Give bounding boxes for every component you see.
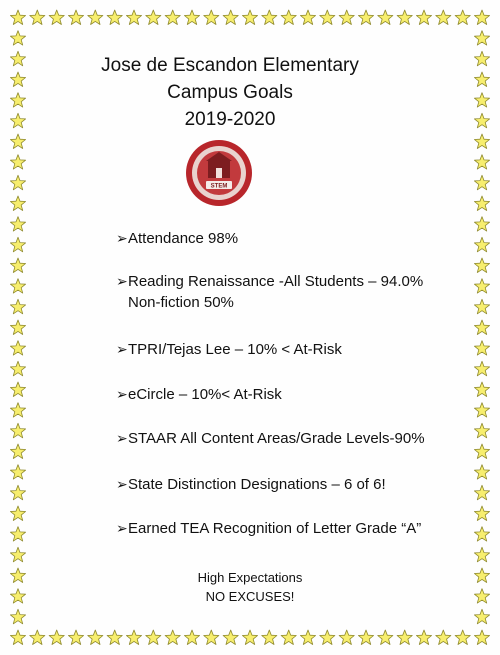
school-seal-logo xyxy=(184,138,254,208)
star-icon xyxy=(30,10,45,25)
star-icon xyxy=(416,10,431,25)
star-icon xyxy=(474,630,489,645)
star-icon xyxy=(10,72,25,87)
school-year: 2019-2020 xyxy=(184,109,276,130)
star-icon xyxy=(10,196,25,211)
star-icon xyxy=(378,10,393,25)
star-icon xyxy=(474,403,489,417)
star-icon xyxy=(281,10,296,25)
star-icon xyxy=(416,630,431,645)
star-icon xyxy=(474,72,489,87)
seal-label: STEM xyxy=(210,183,228,190)
star-icon xyxy=(126,630,141,645)
star-icon xyxy=(10,10,25,25)
star-icon xyxy=(474,423,489,438)
star-icon xyxy=(88,10,103,25)
arrow-bullet-icon: ➢ xyxy=(116,430,128,446)
star-icon xyxy=(281,630,296,645)
star-icon xyxy=(10,279,25,293)
star-icon xyxy=(474,217,489,231)
star-icon xyxy=(242,10,257,25)
star-icon xyxy=(474,444,489,459)
star-icon xyxy=(10,113,25,128)
star-icon xyxy=(474,31,489,45)
star-icon xyxy=(474,568,489,583)
star-icon xyxy=(320,10,335,25)
star-icon xyxy=(474,527,489,541)
arrow-bullet-icon: ➢ xyxy=(116,386,128,402)
footer-motto xyxy=(120,568,380,606)
star-icon xyxy=(262,10,277,25)
star-icon xyxy=(474,341,489,355)
seal-door-icon xyxy=(216,168,222,178)
goal-text: TPRI/Tejas Lee – 10% < At-Risk xyxy=(128,341,342,358)
star-icon xyxy=(474,51,489,66)
star-icon xyxy=(49,10,64,25)
goal-text: eCircle – 10%< At-Risk xyxy=(128,386,282,403)
star-icon xyxy=(88,630,103,645)
star-icon xyxy=(474,113,489,128)
star-icon xyxy=(474,465,489,479)
star-icon xyxy=(358,10,373,25)
arrow-bullet-icon: ➢ xyxy=(116,230,128,246)
star-icon xyxy=(474,258,489,273)
star-icon xyxy=(10,568,25,583)
star-icon xyxy=(474,196,489,211)
star-icon xyxy=(10,485,25,500)
star-icon xyxy=(397,10,412,25)
star-icon xyxy=(10,175,25,190)
star-icon xyxy=(146,10,161,25)
star-icon xyxy=(474,93,489,107)
star-icon xyxy=(242,630,257,645)
star-icon xyxy=(474,485,489,500)
star-icon xyxy=(10,506,25,521)
star-icon xyxy=(10,51,25,66)
goal-item xyxy=(116,518,421,539)
star-icon xyxy=(10,217,25,231)
goal-text: Earned TEA Recognition of Letter Grade “A” xyxy=(128,520,422,537)
star-icon xyxy=(184,10,199,25)
star-icon xyxy=(436,630,451,645)
star-icon xyxy=(474,10,489,25)
star-icon xyxy=(300,630,315,645)
star-icon xyxy=(10,403,25,417)
star-icon xyxy=(474,361,489,376)
goal-text: Reading Renaissance -All Students – 94.0% xyxy=(128,273,424,290)
star-icon xyxy=(68,630,83,645)
star-icon xyxy=(474,609,489,624)
page-subtitle: Campus Goals xyxy=(167,82,293,103)
goal-item xyxy=(116,271,423,313)
star-icon xyxy=(10,630,25,645)
goal-text-continued: Non-fiction 50% xyxy=(128,294,234,311)
motto-line-1: High Expectations xyxy=(197,570,303,585)
star-icon xyxy=(10,444,25,459)
star-icon xyxy=(436,10,451,25)
star-icon xyxy=(358,630,373,645)
star-icon xyxy=(474,382,489,397)
star-icon xyxy=(10,320,25,335)
goal-text: STAAR All Content Areas/Grade Levels-90% xyxy=(128,430,425,447)
star-icon xyxy=(126,10,141,25)
header xyxy=(60,52,400,133)
star-icon xyxy=(10,465,25,479)
star-icon xyxy=(474,320,489,335)
star-icon xyxy=(474,237,489,252)
star-icon xyxy=(455,10,470,25)
star-icon xyxy=(146,630,161,645)
star-icon xyxy=(474,134,489,149)
star-icon xyxy=(10,341,25,355)
arrow-bullet-icon: ➢ xyxy=(116,341,128,357)
star-icon xyxy=(300,10,315,25)
star-icon xyxy=(474,547,489,562)
star-icon xyxy=(10,299,25,314)
goal-item xyxy=(116,339,342,360)
star-icon xyxy=(10,382,25,397)
star-icon xyxy=(10,589,25,603)
goal-item xyxy=(116,384,282,405)
star-icon xyxy=(474,506,489,521)
star-icon xyxy=(165,630,180,645)
goal-text: Attendance 98% xyxy=(128,230,239,247)
star-icon xyxy=(474,279,489,293)
star-icon xyxy=(474,175,489,190)
star-icon xyxy=(204,10,219,25)
star-icon xyxy=(107,630,122,645)
star-icon xyxy=(68,10,83,25)
star-icon xyxy=(474,589,489,603)
star-icon xyxy=(10,93,25,107)
goal-item xyxy=(116,474,386,495)
star-icon xyxy=(10,258,25,273)
star-icon xyxy=(10,31,25,45)
star-icon xyxy=(223,10,238,25)
star-icon xyxy=(223,630,238,645)
star-icon xyxy=(204,630,219,645)
arrow-bullet-icon: ➢ xyxy=(116,476,128,492)
star-icon xyxy=(262,630,277,645)
goal-text: State Distinction Designations – 6 of 6! xyxy=(128,476,386,493)
goal-item xyxy=(116,228,238,249)
star-icon xyxy=(378,630,393,645)
star-icon xyxy=(455,630,470,645)
star-icon xyxy=(107,10,122,25)
star-icon xyxy=(10,155,25,169)
arrow-bullet-icon: ➢ xyxy=(116,520,128,536)
star-icon xyxy=(474,299,489,314)
star-icon xyxy=(339,10,354,25)
star-icon xyxy=(10,423,25,438)
school-name: Jose de Escandon Elementary xyxy=(101,55,359,76)
star-icon xyxy=(474,155,489,169)
star-icon xyxy=(339,630,354,645)
star-icon xyxy=(397,630,412,645)
star-icon xyxy=(10,527,25,541)
arrow-bullet-icon: ➢ xyxy=(116,273,128,289)
star-icon xyxy=(10,134,25,149)
star-icon xyxy=(49,630,64,645)
goal-item xyxy=(116,428,425,449)
motto-line-2: NO EXCUSES! xyxy=(205,589,295,604)
star-icon xyxy=(320,630,335,645)
star-icon xyxy=(10,237,25,252)
star-icon xyxy=(10,361,25,376)
star-icon xyxy=(165,10,180,25)
star-icon xyxy=(184,630,199,645)
star-icon xyxy=(30,630,45,645)
star-icon xyxy=(10,609,25,624)
star-icon xyxy=(10,547,25,562)
